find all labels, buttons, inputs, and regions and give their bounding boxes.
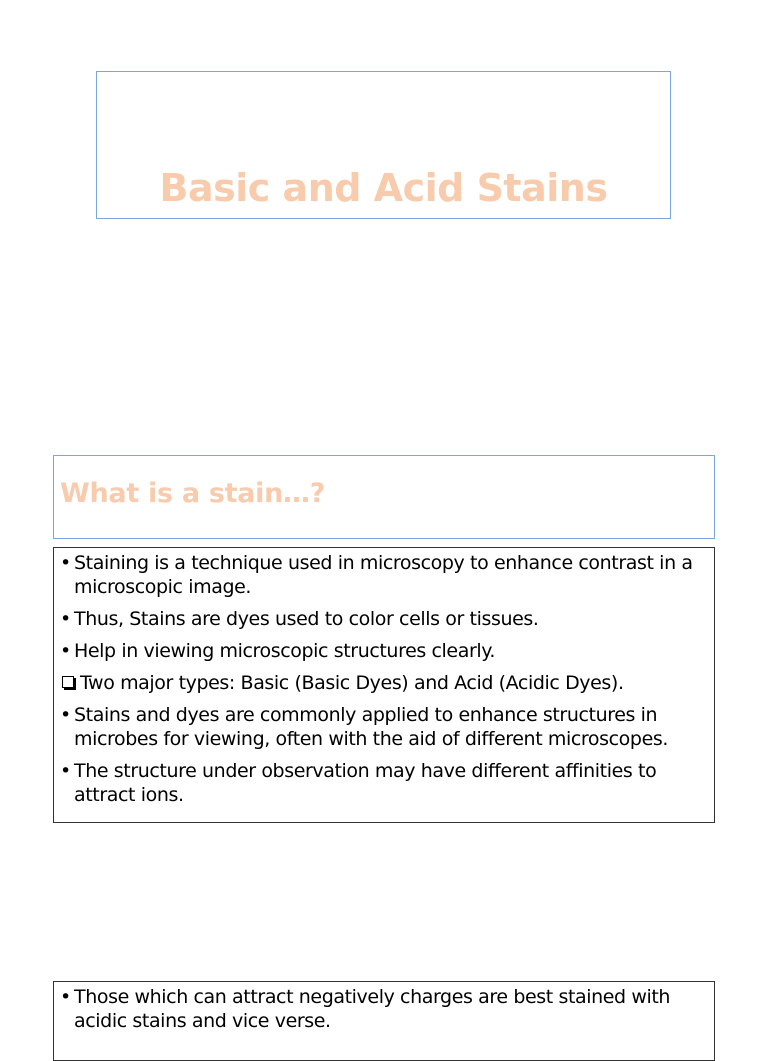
list-item [60, 985, 706, 1033]
list-item-text: Staining is a technique used in microscopy to enhance contrast in a microscopic image. [74, 552, 693, 598]
list-item [60, 703, 706, 751]
bullet-icon: • [60, 608, 71, 630]
bullet-icon: • [60, 986, 71, 1008]
bullet-icon: • [60, 704, 71, 726]
list-item [60, 551, 706, 599]
title-placeholder-box [96, 71, 671, 219]
page-title: Basic and Acid Stains [159, 166, 608, 210]
bullet-list [60, 551, 706, 807]
list-item-text: Help in viewing microscopic structures clearly. [74, 640, 496, 662]
next-bullet-list-box [53, 981, 715, 1061]
list-item [60, 639, 706, 663]
list-item-text: Thus, Stains are dyes used to color cells or tissues. [74, 608, 539, 630]
list-item-text: The structure under observation may have different affinities to attract ions. [74, 760, 657, 806]
section-heading-box [53, 455, 715, 539]
list-item-text: Stains and dyes are commonly applied to enhance structures in microbes for viewing, often with the aid of different microscopes. [74, 704, 668, 750]
list-item [60, 607, 706, 631]
bullet-icon: • [60, 760, 71, 782]
section-heading: What is a stain…? [60, 478, 326, 509]
list-item-text: Two major types: Basic (Basic Dyes) and Acid (Acidic Dyes). [80, 672, 624, 694]
list-item-text: Those which can attract negatively charges are best stained with acidic stains and vice verse. [74, 986, 671, 1032]
bullet-list-box [53, 547, 715, 823]
bullet-icon: • [60, 640, 71, 662]
checkbox-square-bullet-icon [62, 676, 74, 688]
bullet-list [60, 985, 706, 1033]
bullet-icon: • [60, 552, 71, 574]
list-item [60, 671, 706, 695]
list-item [60, 759, 706, 807]
